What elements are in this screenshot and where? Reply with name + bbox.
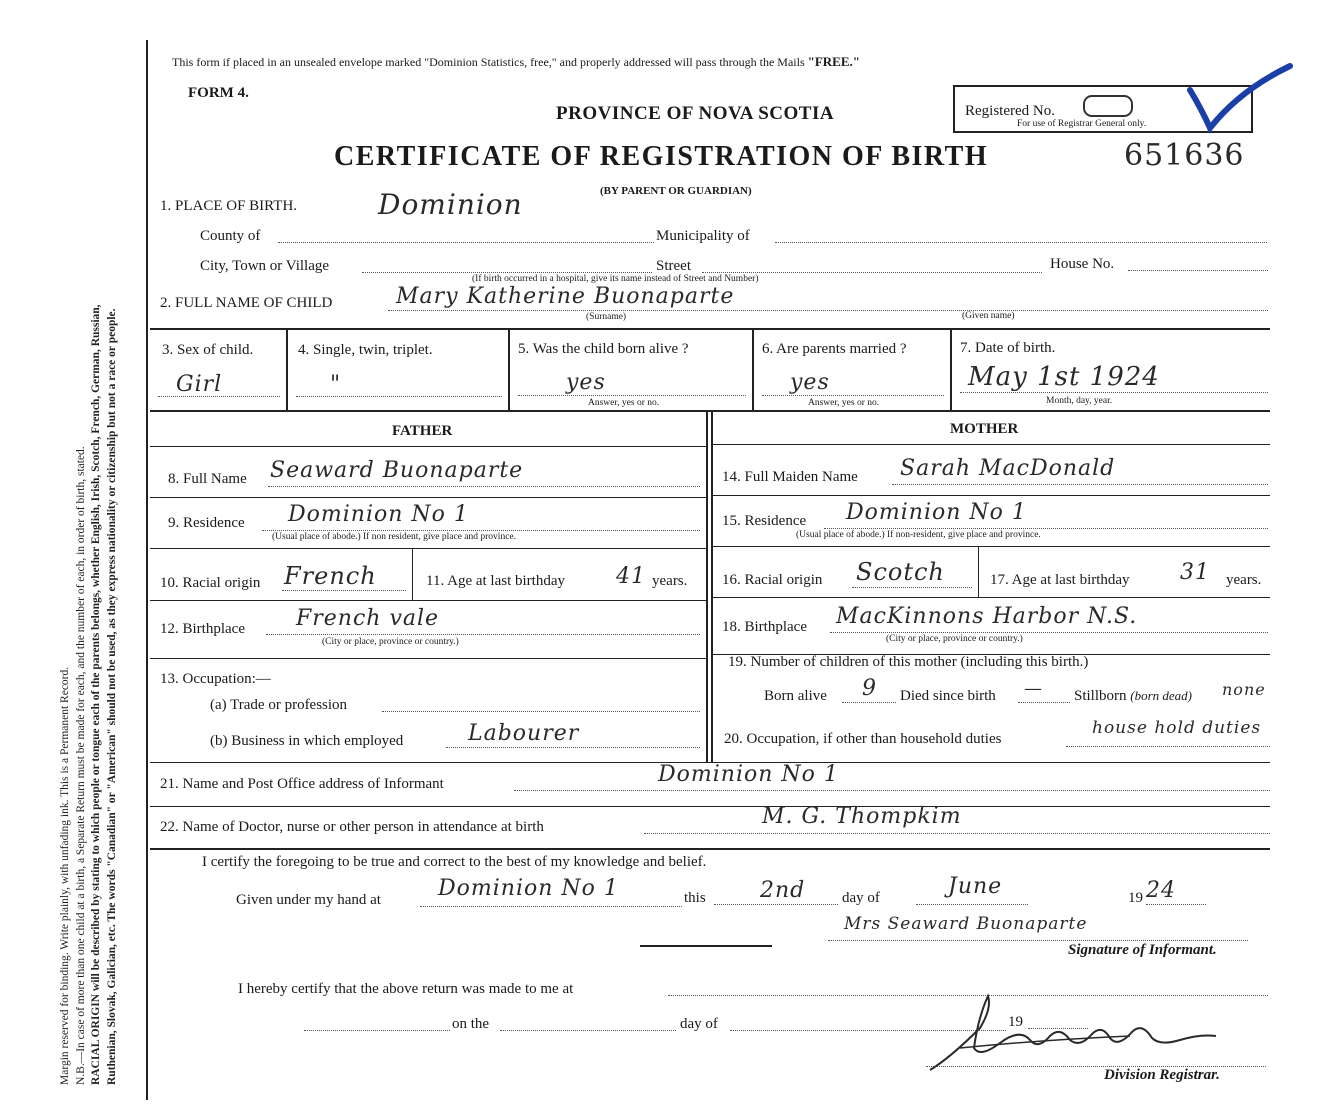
house-label: House No. bbox=[1050, 256, 1115, 272]
father-birthplace-value: French vale bbox=[296, 606, 440, 631]
mother-birthplace-value: MacKinnons Harbor N.S. bbox=[836, 604, 1138, 629]
died-since-birth-value: — bbox=[1024, 678, 1043, 699]
date-of-birth-note: Month, day, year. bbox=[1046, 396, 1113, 406]
children-count-label: 19. Number of children of this mother (including this birth.) bbox=[728, 654, 1089, 670]
informant-value: Dominion No 1 bbox=[658, 762, 839, 787]
registered-note: For use of Registrar General only. bbox=[1017, 119, 1147, 129]
return-text: I hereby certify that the above return was made to me at bbox=[238, 981, 574, 997]
father-residence-line bbox=[262, 530, 700, 531]
father-years-label: years. bbox=[652, 573, 688, 589]
father-residence-note: (Usual place of abode.) If non resident, give place and province. bbox=[272, 532, 516, 542]
registered-label: Registered No. bbox=[965, 103, 1055, 119]
given-under-hand-label: Given under my hand at bbox=[236, 892, 381, 908]
margin-note-line-1: Margin reserved for binding. Write plainly, with unfading ink. This is a Permanent Record. bbox=[59, 666, 71, 1085]
box-divider-1 bbox=[286, 330, 288, 410]
box-divider-4 bbox=[950, 330, 952, 410]
month-value: June bbox=[948, 874, 1003, 899]
given-name-note: (Given name) bbox=[962, 311, 1015, 321]
grid-rule-3-right bbox=[713, 546, 1270, 547]
plurality-line bbox=[296, 396, 502, 397]
day-of-label: day of bbox=[842, 890, 880, 906]
margin-border bbox=[146, 40, 148, 1100]
father-birthplace-label: 12. Birthplace bbox=[160, 621, 245, 637]
grid-rule-2-right bbox=[713, 495, 1270, 496]
mother-name-value: Sarah MacDonald bbox=[900, 456, 1116, 481]
sex-value: Girl bbox=[176, 372, 223, 397]
on-the-line-b bbox=[500, 1030, 676, 1031]
date-of-birth-value: May 1st 1924 bbox=[968, 362, 1160, 392]
married-value: yes bbox=[790, 370, 830, 395]
informant-signature: Mrs Seaward Buonaparte bbox=[844, 914, 1088, 934]
father-birthplace-line bbox=[266, 634, 700, 635]
doctor-label: 22. Name of Doctor, nurse or other person in attendance at birth bbox=[160, 819, 544, 835]
on-the-label: on the bbox=[452, 1016, 490, 1032]
father-name-line bbox=[268, 486, 700, 487]
month-line bbox=[916, 904, 1028, 905]
doctor-bottom-rule bbox=[150, 848, 1270, 850]
parents-center-rule-a bbox=[706, 412, 708, 762]
mail-note-text: This form if placed in an unsealed envelope marked "Dominion Statistics, free," and properly addressed will pass through the Mails bbox=[172, 55, 808, 69]
grid-rule-4-right bbox=[713, 597, 1270, 598]
mother-occupation-label: 20. Occupation, if other than household duties bbox=[724, 731, 1002, 747]
sex-line bbox=[158, 396, 280, 397]
father-name-label: 8. Full Name bbox=[168, 471, 247, 487]
margin-note-line-2: N.B.—In case of more than one child at a birth, a Separate Return must be made for each, and the number of each, in order of birth, stated. bbox=[74, 446, 87, 1085]
place-of-birth-value: Dominion bbox=[378, 188, 523, 221]
died-since-birth-label: Died since birth bbox=[900, 688, 996, 704]
box-divider-2 bbox=[508, 330, 510, 410]
grid-rule-1-left bbox=[150, 446, 706, 447]
father-name-value: Seaward Buonaparte bbox=[270, 458, 524, 483]
given-place-line bbox=[420, 906, 682, 907]
child-name-value: Mary Katherine Buonaparte bbox=[396, 284, 735, 309]
year-prefix: 19 bbox=[1128, 890, 1143, 906]
father-racial-label: 10. Racial origin bbox=[160, 575, 261, 591]
certify-text: I certify the foregoing to be true and correct to the best of my knowledge and belief. bbox=[202, 854, 707, 870]
county-line bbox=[278, 242, 654, 243]
grid-rule-5-left bbox=[150, 658, 706, 659]
father-residence-value: Dominion No 1 bbox=[288, 502, 469, 527]
mother-occupation-value: house hold duties bbox=[1092, 718, 1262, 738]
informant-bottom-rule bbox=[150, 806, 1270, 807]
street-label: Street bbox=[656, 258, 691, 274]
certificate-subtitle: (BY PARENT OR GUARDIAN) bbox=[600, 185, 752, 197]
mother-racial-value: Scotch bbox=[856, 558, 945, 586]
stamp-mark bbox=[1083, 95, 1133, 117]
box-divider-3 bbox=[752, 330, 754, 410]
father-heading: FATHER bbox=[392, 423, 453, 439]
stillborn-value: none bbox=[1222, 680, 1266, 699]
father-racial-line bbox=[282, 590, 406, 591]
mother-residence-label: 15. Residence bbox=[722, 513, 807, 529]
informant-line bbox=[514, 790, 1270, 791]
born-alive-note: Answer, yes or no. bbox=[588, 398, 660, 408]
married-line bbox=[762, 395, 944, 396]
plurality-value: " bbox=[330, 372, 342, 397]
day-value: 2nd bbox=[760, 878, 806, 903]
born-alive-count-line bbox=[842, 702, 896, 703]
surname-note: (Surname) bbox=[586, 312, 627, 322]
mother-heading: MOTHER bbox=[950, 421, 1019, 437]
province-heading: PROVINCE OF NOVA SCOTIA bbox=[556, 103, 835, 124]
place-of-birth-label: 1. PLACE OF BIRTH. bbox=[160, 198, 298, 214]
mother-racial-line bbox=[852, 587, 972, 588]
city-line bbox=[362, 272, 652, 273]
registrar-year-prefix: 19 bbox=[1008, 1014, 1023, 1030]
child-name-label: 2. FULL NAME OF CHILD bbox=[160, 295, 333, 311]
mother-residence-note: (Usual place of abode.) If non-resident, give place and province. bbox=[796, 530, 1041, 540]
municipality-label: Municipality of bbox=[656, 228, 750, 244]
box-row-top-rule bbox=[150, 328, 1270, 330]
racial-age-divider-left bbox=[412, 548, 413, 600]
born-alive-count-label: Born alive bbox=[764, 688, 827, 704]
trade-line bbox=[382, 711, 700, 712]
died-since-birth-line bbox=[1018, 702, 1070, 703]
form-number: FORM 4. bbox=[188, 85, 249, 101]
stillborn-note: (born dead) bbox=[1130, 688, 1193, 703]
this-label: this bbox=[684, 890, 706, 906]
stillborn-label bbox=[1074, 688, 1192, 705]
business-label: (b) Business in which employed bbox=[210, 733, 404, 749]
street-note: (If birth occurred in a hospital, give its name instead of Street and Number) bbox=[472, 274, 759, 284]
given-place-value: Dominion No 1 bbox=[438, 876, 619, 901]
parents-top-rule bbox=[150, 410, 1270, 412]
city-label: City, Town or Village bbox=[200, 258, 330, 274]
informant-label: 21. Name and Post Office address of Informant bbox=[160, 776, 444, 792]
mother-birthplace-label: 18. Birthplace bbox=[722, 619, 807, 635]
child-name-line bbox=[388, 310, 1268, 311]
day-of-label-registrar: day of bbox=[680, 1016, 718, 1032]
doctor-value: M. G. Thompkim bbox=[762, 804, 962, 829]
municipality-line bbox=[775, 242, 1267, 243]
date-of-birth-line bbox=[960, 392, 1268, 393]
mother-age-value: 31 bbox=[1180, 560, 1210, 585]
parents-center-rule-b bbox=[711, 412, 713, 762]
father-residence-label: 9. Residence bbox=[168, 515, 245, 531]
mother-birthplace-note: (City or place, province or country.) bbox=[886, 634, 1023, 644]
grid-rule-1-right bbox=[713, 444, 1270, 445]
margin-note-line-4: Ruthenian, Slovak, Galician, etc. The words "Canadian" or "American" should not be used, as they express nationality or citizenship but not a race or people. bbox=[105, 308, 118, 1085]
margin-note-line-3: RACIAL ORIGIN will be described by stating to which people or tongue each of the parents belongs, whether English, Irish, Scotch, French, German, Russian, bbox=[90, 304, 102, 1085]
grid-rule-3-left bbox=[150, 548, 706, 549]
born-alive-value: yes bbox=[566, 370, 606, 395]
street-line bbox=[702, 272, 1042, 273]
mother-residence-value: Dominion No 1 bbox=[846, 500, 1027, 525]
year-value: 24 bbox=[1146, 878, 1176, 903]
father-occupation-label: 13. Occupation:— bbox=[160, 671, 271, 687]
registrar-caption: Division Registrar. bbox=[1104, 1067, 1220, 1083]
county-label: County of bbox=[200, 228, 261, 244]
stillborn-text: Stillborn bbox=[1074, 688, 1127, 704]
check-mark-icon bbox=[1180, 60, 1300, 140]
married-note: Answer, yes or no. bbox=[808, 398, 880, 408]
mother-name-line bbox=[892, 484, 1268, 485]
sex-label: 3. Sex of child. bbox=[162, 342, 254, 358]
mother-residence-line bbox=[824, 528, 1268, 529]
business-value: Labourer bbox=[468, 721, 580, 746]
mother-name-label: 14. Full Maiden Name bbox=[722, 469, 858, 485]
business-line bbox=[446, 747, 700, 748]
mother-birthplace-line bbox=[830, 632, 1268, 633]
trade-label: (a) Trade or profession bbox=[210, 697, 348, 713]
father-age-label: 11. Age at last birthday bbox=[426, 573, 565, 589]
born-alive-line bbox=[518, 395, 746, 396]
house-line bbox=[1128, 270, 1268, 271]
married-label: 6. Are parents married ? bbox=[762, 341, 907, 357]
mother-years-label: years. bbox=[1226, 572, 1262, 588]
mail-note-free: "FREE." bbox=[807, 54, 860, 69]
mail-note bbox=[172, 54, 860, 70]
born-alive-count-value: 9 bbox=[862, 676, 877, 701]
father-racial-value: French bbox=[284, 562, 377, 590]
doctor-line bbox=[644, 833, 1270, 834]
year-line bbox=[1146, 904, 1206, 905]
date-of-birth-label: 7. Date of birth. bbox=[960, 340, 1056, 356]
margin-instructions bbox=[58, 55, 120, 1085]
registrar-signature bbox=[920, 988, 1220, 1078]
on-the-line-a bbox=[304, 1030, 450, 1031]
plurality-label: 4. Single, twin, triplet. bbox=[298, 342, 433, 358]
born-alive-label: 5. Was the child born alive ? bbox=[518, 341, 689, 357]
racial-age-divider-right bbox=[978, 546, 979, 597]
grid-rule-2-left bbox=[150, 497, 706, 498]
day-line bbox=[714, 904, 838, 905]
registered-number: 651636 bbox=[1124, 138, 1245, 173]
father-birthplace-note: (City or place, province or country.) bbox=[322, 637, 459, 647]
mother-age-label: 17. Age at last birthday bbox=[990, 572, 1130, 588]
section-separator bbox=[640, 945, 772, 947]
signature-caption: Signature of Informant. bbox=[1068, 942, 1217, 958]
certificate-title: CERTIFICATE OF REGISTRATION OF BIRTH bbox=[334, 141, 989, 172]
informant-signature-line bbox=[828, 940, 1248, 941]
mother-racial-label: 16. Racial origin bbox=[722, 572, 823, 588]
mother-occupation-line bbox=[1066, 746, 1270, 747]
grid-rule-4-left bbox=[150, 600, 706, 601]
father-age-value: 41 bbox=[616, 564, 646, 589]
